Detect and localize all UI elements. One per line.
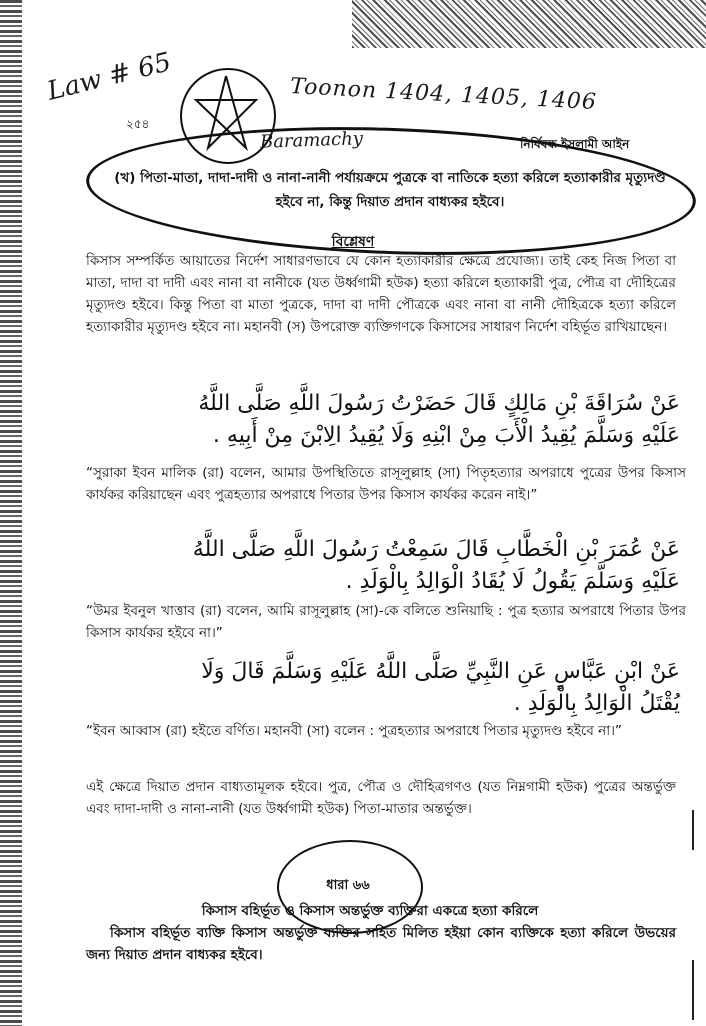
page-number: ২৫৪	[126, 117, 150, 131]
hadith-1-translation: “সুরাকা ইবন মালিক (রা) বলেন, আমার উপস্থিতিতে রাসূলুল্লাহ (সা) পিতৃহত্যার অপরাধে পুত্রের উপর কিসাস কার্যকর করিয়াছেন এবং পুত্রহত্যার অপরাধে পিতার উপর কিসাস কার্যকর করেন নাই।”	[86, 465, 686, 503]
hadith-1-arabic	[120, 388, 680, 452]
section-heading: (খ) পিতা-মাতা, দাদা-দাদী ও নানা-নানী পর্যায়ক্রমে পুত্রকে বা নাতিকে হত্যা করিলে হত্যাকারীর মৃত্যুদণ্ড হইবে না, কিন্তু দিয়াত প্রদান বাধ্যকর হইবে।	[114, 170, 666, 210]
handwritten-scribble: Baramachy	[259, 128, 364, 153]
arabic-line: عَنْ عُمَرَ بْنِ الْخَطَّابِ قَالَ سَمِعْتُ رَسُولَ اللَّهِ صَلَّى اللَّهُ	[192, 537, 680, 562]
arabic-line: عَنْ سُرَاقَةَ بْنِ مَالِكٍ قَالَ حَضَرْتُ رَسُولَ اللَّهِ صَلَّى اللَّهُ	[198, 391, 680, 416]
section-number: ধারা ৬৬	[326, 878, 370, 893]
handwritten-law-number: Law # 65	[44, 47, 175, 107]
analysis-title: বিশ্লেষণ	[331, 234, 375, 250]
hadith-3-translation: “ইবন আব্বাস (রা) হইতে বর্ণিত। মহানবী (সা) বলেন : পুত্রহত্যার অপরাধে পিতার মৃত্যুদণ্ড হইবে না।”	[86, 723, 622, 739]
section-title: কিসাস বহির্ভূত ও কিসাস অন্তর্ভুক্ত ব্যক্তিরা একত্রে হত্যা করিলে	[201, 903, 539, 919]
section-body: কিসাস বহির্ভূত ব্যক্তি কিসাস অন্তর্ভুক্ত ব্যক্তির সহিত মিলিত হইয়া কোন ব্যক্তিকে হত্যা করিলে উভয়ের জন্য দিয়াত প্রদান বাধ্যকর হইবে।	[86, 925, 676, 963]
arabic-line: عَلَيْهِ وَسَلَّمَ يُقِيدُ الْأَبَ مِنْ ابْنِهِ وَلَا يُقِيدُ الِابْنَ مِنْ أَبِيهِ .	[212, 423, 680, 448]
scan-noise	[352, 0, 706, 48]
handwritten-page-numbers: Toonon 1404, 1405, 1406	[289, 73, 598, 116]
arabic-line: يُقْتَلُ الْوَالِدُ بِالْوَلَدِ .	[513, 691, 680, 716]
hadith-2-arabic	[110, 534, 680, 598]
arabic-line: عَلَيْهِ وَسَلَّمَ يَقُولُ لَا يُقَادُ الْوَالِدُ بِالْوَلَدِ .	[345, 569, 680, 594]
paragraph-analysis: কিসাস সম্পর্কিত আয়াতের নির্দেশ সাধারণভাবে যে কোন হত্যাকারীর ক্ষেত্রে প্রযোজ্য। তাই কেহ নিজ পিতা বা মাতা, দাদা বা দাদী এবং নানা বা নানীকে (যত উর্ধ্বগামী হউক) হত্যা করিলে হত্যাকারী পুত্র, পৌত্র বা দৌহিত্রের মৃত্যুদণ্ড হইবে। কিন্তু পিতা বা মাতা পুত্রকে, দাদা বা দাদী পৌত্রকে এবং নানা বা নানী দৌহিত্রকে হত্যা করিলে হত্যাকারীর মৃত্যুদণ্ড হইবে না। মহানবী (স) উপরোক্ত ব্যক্তিগণকে কিসাসের সাধারণ নির্দেশ বহির্ভূত রাখিয়াছেন।	[86, 253, 676, 335]
hadith-2-translation: “উমর ইবনুল খাত্তাব (রা) বলেন, আমি রাসূলুল্লাহ (সা)-কে বলিতে শুনিয়াছি : পুত্র হত্যার অপরাধে পিতার উপর কিসাস কার্যকর হইবে না।”	[86, 603, 686, 641]
arabic-line: عَنْ ابْنِ عَبَّاسٍ عَنِ النَّبِيِّ صَلَّى اللَّهُ عَلَيْهِ وَسَلَّمَ قَالَ وَلَا	[201, 659, 680, 684]
paragraph-conclusion: এই ক্ষেত্রে দিয়াত প্রদান বাধ্যতামূলক হইবে। পুত্র, পৌত্র ও দৌহিত্রগণও (যত নিম্নগামী হউক) পুত্রের অন্তর্ভুক্ত এবং দাদা-দাদী ও নানা-নানী (যত উর্ধ্বগামী হউক) পিতা-মাতার অন্তর্ভুক্ত।	[86, 779, 676, 817]
margin-line	[692, 960, 694, 1020]
hadith-3-arabic	[110, 656, 680, 720]
running-header: নির্বিবন্ধ ইসলামী আইন	[520, 137, 630, 151]
book-binding-edge	[0, 0, 22, 1026]
margin-line	[692, 810, 694, 850]
